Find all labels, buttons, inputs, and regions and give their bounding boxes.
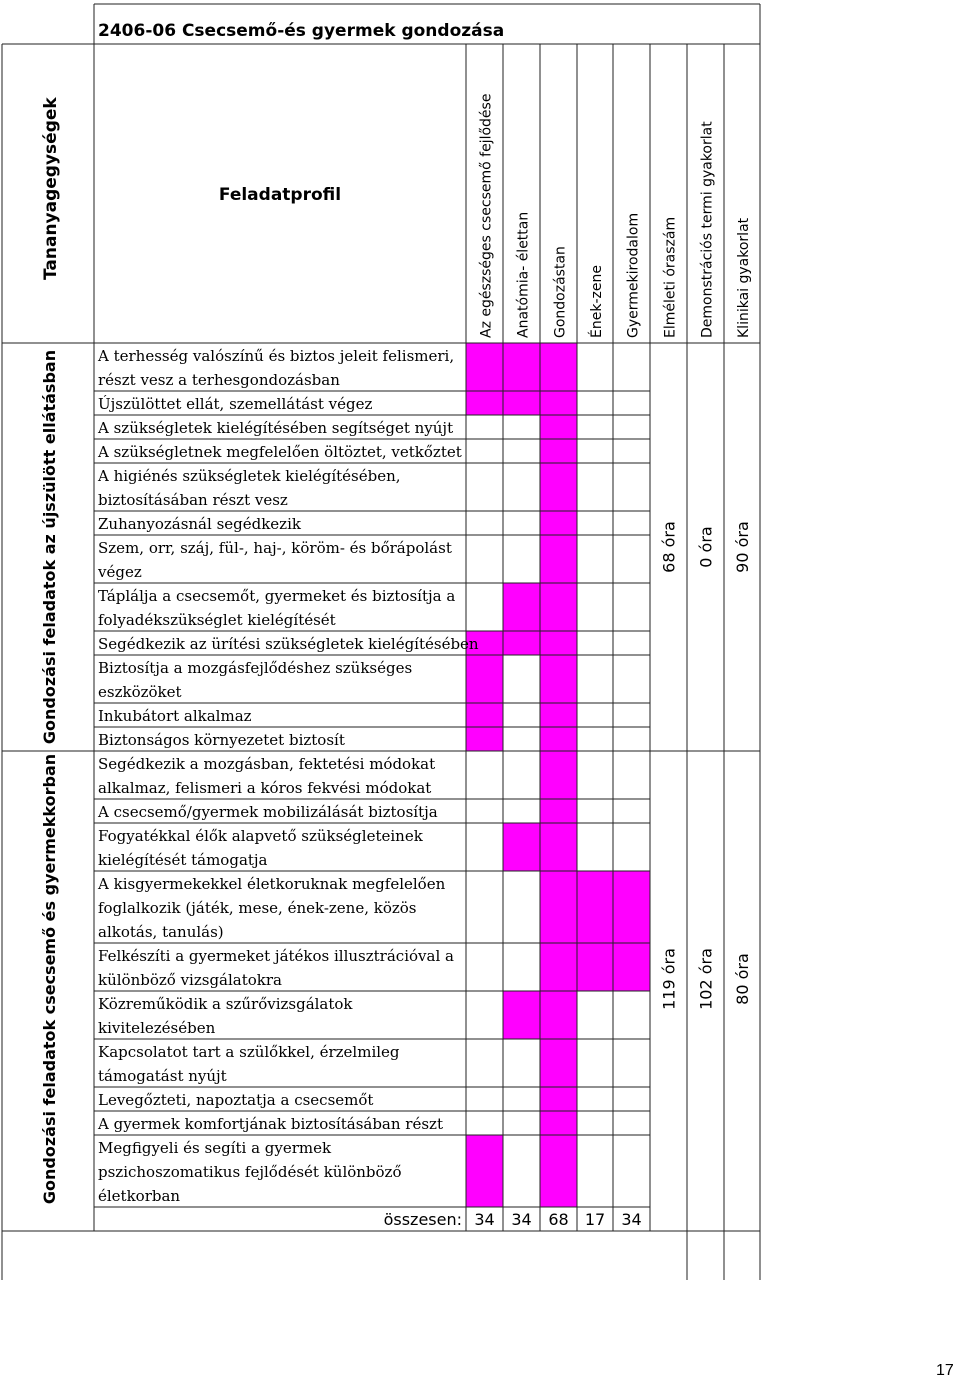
task-text: alkotás, tanulás) (98, 923, 224, 941)
task-text: különböző vizsgálatokra (98, 971, 282, 989)
task-text: Felkészíti a gyermeket játékos illusztrációval a (98, 947, 454, 965)
total-value: 17 (584, 1210, 606, 1229)
mark-cell (577, 943, 613, 991)
mark-cell (540, 943, 577, 991)
page-number: 17 (936, 1362, 954, 1379)
column-header: Az egészséges csecsemő fejlődése (478, 93, 495, 338)
mark-cell (540, 991, 577, 1039)
mark-cell (466, 655, 503, 703)
total-value: 34 (621, 1210, 642, 1229)
mark-cell (466, 391, 503, 415)
mark-cell (503, 823, 540, 871)
mark-cell (577, 871, 613, 943)
task-text: Levegőzteti, napoztatja a csecsemőt (98, 1091, 374, 1109)
task-text: kielégítését támogatja (98, 851, 268, 869)
section-hours: 90 óra (733, 521, 752, 573)
mark-cell (540, 727, 577, 751)
mark-cell (503, 991, 540, 1039)
mark-cell (503, 583, 540, 631)
task-text: A kisgyermekekkel életkoruknak megfelelően (98, 875, 446, 893)
task-text: Inkubátort alkalmaz (98, 707, 252, 725)
task-text: Biztonságos környezetet biztosít (98, 731, 345, 749)
section-hours: 119 óra (659, 948, 679, 1010)
task-text: Megfigyeli és segíti a gyermek (98, 1139, 332, 1157)
section-label: Gondozási feladatok az újszülött ellátásban (40, 349, 59, 745)
task-text: végez (98, 563, 142, 581)
mark-cell (540, 799, 577, 823)
mark-cell (540, 1087, 577, 1111)
mark-cell (540, 415, 577, 439)
mark-cell (540, 343, 577, 391)
text-layer (40, 21, 752, 1229)
mark-cell (540, 1039, 577, 1087)
mark-cell (540, 751, 577, 799)
task-text: A higiénés szükségletek kielégítésében, (98, 467, 401, 485)
task-text: Újszülöttet ellát, szemellátást végez (98, 395, 373, 413)
task-text: A terhesség valószínű és biztos jeleit felismeri, (98, 347, 455, 365)
mark-cell (503, 343, 540, 391)
column-header: Klinikai gyakorlat (736, 217, 752, 338)
mark-cell (540, 511, 577, 535)
mark-cell (613, 943, 650, 991)
mark-cell (466, 727, 503, 751)
column-header: Demonstrációs termi gyakorlat (699, 121, 716, 338)
task-text: A gyermek komfortjának biztosításában részt (98, 1115, 443, 1133)
task-text: Szem, orr, száj, fül-, haj-, köröm- és bőrápolást (98, 539, 452, 557)
totals-label: összesen: (383, 1210, 462, 1229)
task-text: Fogyatékkal élők alapvető szükségleteinek (98, 827, 423, 845)
mark-cell (466, 343, 503, 391)
task-text: eszközöket (98, 683, 182, 701)
mark-cell (540, 439, 577, 463)
mark-cell (540, 823, 577, 871)
mark-cell (613, 871, 650, 943)
mark-cell (503, 631, 540, 655)
task-text: A csecsemő/gyermek mobilizálását biztosítja (98, 803, 438, 821)
column-header: Ének-zene (589, 265, 605, 338)
mark-cell (540, 703, 577, 727)
task-text: támogatást nyújt (98, 1067, 227, 1085)
units-header: Tananyagegységek (41, 97, 61, 280)
task-text: Segédkezik az ürítési szükségletek kielégítésében (98, 635, 479, 653)
task-text: Zuhanyozásnál segédkezik (98, 515, 301, 533)
task-text: részt vesz a terhesgondozásban (98, 371, 340, 389)
total-value: 68 (548, 1210, 569, 1229)
mark-cell (540, 391, 577, 415)
task-text: Biztosítja a mozgásfejlődéshez szükséges (98, 659, 413, 677)
section-hours: 102 óra (696, 948, 716, 1010)
task-text: folyadékszükséglet kielégítését (98, 611, 336, 629)
profile-label: Feladatprofil (218, 185, 342, 205)
column-header: Gyermekirodalom (625, 212, 642, 338)
task-text: alkalmaz, felismeri a kóros fekvési módokat (98, 779, 432, 797)
mark-cell (503, 391, 540, 415)
task-text: foglalkozik (játék, mese, ének-zene, közös (98, 899, 417, 917)
mark-cell (540, 583, 577, 631)
mark-cell (540, 631, 577, 655)
task-text: pszichoszomatikus fejlődését különböző (98, 1163, 402, 1181)
mark-cell (540, 655, 577, 703)
column-header: Elméleti óraszám (662, 216, 679, 338)
mark-cell (540, 1111, 577, 1135)
task-text: A szükségletnek megfelelően öltöztet, vetkőztet (98, 443, 462, 461)
task-text: kivitelezésében (98, 1019, 216, 1037)
section-hours: 0 óra (696, 526, 716, 568)
section-label: Gondozási feladatok csecsemő és gyermekkorban (40, 753, 59, 1205)
mark-cell (466, 1135, 503, 1207)
mark-cell (540, 535, 577, 583)
task-text: életkorban (98, 1187, 181, 1205)
task-text: Segédkezik a mozgásban, fektetési módokat (98, 755, 436, 773)
task-text: Kapcsolatot tart a szülőkkel, érzelmileg (98, 1043, 400, 1061)
mark-cell (540, 1135, 577, 1207)
mark-cell (466, 703, 503, 727)
section-hours: 68 óra (659, 521, 679, 573)
task-text: Közreműködik a szűrővizsgálatok (98, 995, 353, 1013)
task-text: Táplálja a csecsemőt, gyermeket és biztosítja a (98, 587, 456, 605)
task-text: A szükségletek kielégítésében segítséget nyújt (98, 419, 454, 437)
total-value: 34 (474, 1210, 495, 1229)
section-hours: 80 óra (733, 953, 752, 1005)
total-value: 34 (511, 1210, 532, 1229)
column-header: Gondozástan (552, 246, 569, 338)
task-text: biztosításában részt vesz (98, 491, 288, 509)
column-header: Anatómia- élettan (515, 211, 532, 338)
mark-cell (540, 871, 577, 943)
mark-cell (540, 463, 577, 511)
sheet-title: 2406-06 Csecsemő-és gyermek gondozása (98, 21, 505, 41)
